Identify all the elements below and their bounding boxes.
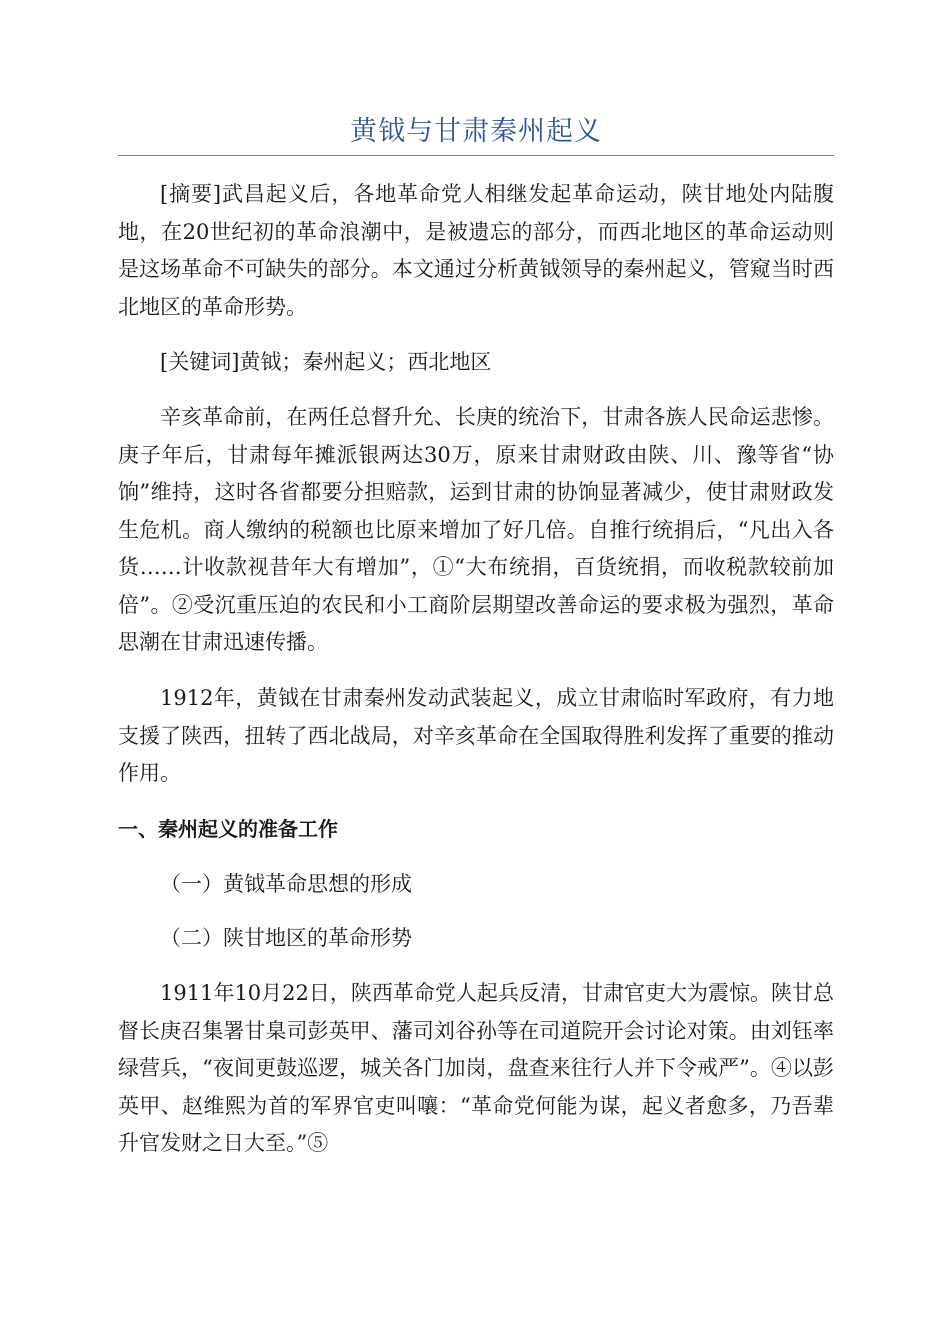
- section-heading: 一、秦州起义的准备工作: [118, 817, 338, 841]
- section-paragraph-1: 1911年10月22日，陕西革命党人起兵反清，甘肃官吏大为震惊。陕甘总督长庚召集署甘臬司彭英甲、藩司刘谷孙等在司道院开会讨论对策。由刘钰率绿营兵，“夜间更鼓巡逻，城关各门加岗，盘查来往行人并下令戒严”。④以彭英甲、赵维熙为首的军界官吏叫嚷：“革命党何能为谋，起义者愈多，乃吾辈升官发财之日大至。”⑤: [118, 981, 834, 1155]
- subsection-heading-2: （二）陕甘地区的革命形势: [160, 926, 412, 950]
- abstract-paragraph: [摘要]武昌起义后，各地革命党人相继发起革命运动，陕甘地处内陆腹地，在20世纪初的革命浪潮中，是被遗忘的部分，而西北地区的革命运动则是这场革命不可缺失的部分。本文通过分析黄钺领导的秦州起义，管窥当时西北地区的革命形势。: [118, 182, 834, 319]
- keywords-paragraph: [关键词]黄钺；秦州起义；西北地区: [160, 350, 492, 374]
- intro-paragraph-2: 1912年，黄钺在甘肃秦州发动武装起义，成立甘肃临时军政府，有力地支援了陕西，扭转了西北战局，对辛亥革命在全国取得胜利发挥了重要的推动作用。: [118, 686, 834, 785]
- intro-paragraph-1: 辛亥革命前，在两任总督升允、长庚的统治下，甘肃各族人民命运悲惨。庚子年后，甘肃每年摊派银两达30万，原来甘肃财政由陕、川、豫等省“协饷”维持，这时各省都要分担赔款，运到甘肃的协饷显著减少，使甘肃财政发生危机。商人缴纳的税额也比原来增加了好几倍。自推行统捐后，“凡出入各货……计收款视昔年大有增加”，①“大布统捐，百货统捐，而收税款较前加倍”。②受沉重压迫的农民和小工商阶层期望改善命运的要求极为强烈，革命思潮在甘肃迅速传播。: [118, 405, 834, 654]
- document-title: 黄钺与甘肃秦州起义: [350, 116, 602, 147]
- subsection-heading-1: （一）黄钺革命思想的形成: [160, 872, 412, 896]
- title-underline: [118, 155, 834, 156]
